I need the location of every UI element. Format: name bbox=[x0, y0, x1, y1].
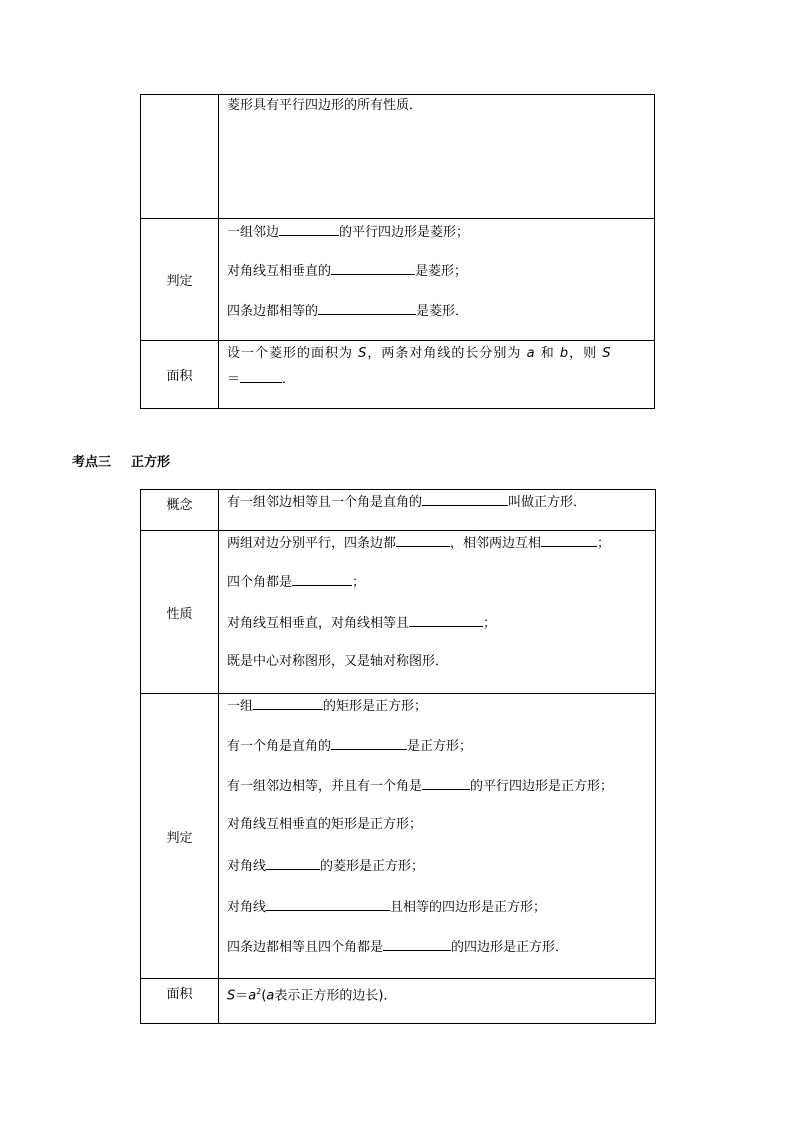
rhombus-area-cell bbox=[219, 341, 655, 409]
square-judge-line-3: 有一组邻边相等，并且有一个角是 的平行四边形是正方形； bbox=[227, 776, 613, 796]
rhombus-property-cell bbox=[219, 95, 655, 219]
answer-blank[interactable] bbox=[422, 492, 508, 506]
answer-blank[interactable] bbox=[266, 856, 320, 870]
square-area-label: 面积 bbox=[141, 979, 219, 1024]
rhombus-property-label-cell bbox=[141, 95, 219, 219]
rhombus-area-line-2: ＝ ． bbox=[227, 369, 295, 389]
square-area-cell bbox=[219, 979, 656, 1024]
square-judge-line-7: 四条边都相等且四个角都是 的四边形是正方形． bbox=[227, 937, 568, 957]
square-prop-line-1: 两组对边分别平行，四条边都 ，相邻两边互相 ； bbox=[227, 533, 610, 553]
section-title: 正方形 bbox=[131, 455, 171, 470]
answer-blank[interactable] bbox=[253, 696, 323, 710]
rhombus-judge-cell bbox=[219, 219, 655, 341]
answer-blank[interactable] bbox=[318, 301, 416, 315]
rhombus-area-line-1: 设一个菱形的面积为 S，两条对角线的长分别为 a 和 b，则 S bbox=[227, 346, 612, 361]
rhombus-judge-line-3: 四条边都相等的 是菱形． bbox=[227, 301, 468, 321]
square-judge-line-1: 一组 的矩形是正方形； bbox=[227, 696, 427, 716]
answer-blank[interactable] bbox=[240, 369, 282, 383]
square-concept-line: 有一组邻边相等且一个角是直角的 叫做正方形． bbox=[227, 492, 586, 512]
answer-blank[interactable] bbox=[292, 572, 352, 586]
answer-blank[interactable] bbox=[409, 613, 483, 627]
answer-blank[interactable] bbox=[383, 937, 451, 951]
square-concept-cell bbox=[219, 490, 656, 531]
rhombus-judge-line-1: 一组邻边 的平行四边形是菱形； bbox=[227, 222, 469, 242]
rhombus-judge-label: 判定 bbox=[141, 219, 219, 341]
square-prop-line-2: 四个角都是 ； bbox=[227, 572, 365, 592]
answer-blank[interactable] bbox=[279, 222, 339, 236]
square-prop-line-4: 既是中心对称图形，又是轴对称图形． bbox=[227, 654, 449, 669]
square-area-formula: $S=a^2(a$表示正方形的边长)． bbox=[227, 987, 397, 1004]
answer-blank[interactable] bbox=[331, 261, 415, 275]
square-judge-line-2: 有一个角是直角的 是正方形； bbox=[227, 736, 472, 756]
rhombus-judge-line-2: 对角线互相垂直的 是菱形； bbox=[227, 261, 467, 281]
square-property-label: 性质 bbox=[141, 531, 219, 694]
answer-blank[interactable] bbox=[331, 736, 407, 750]
square-concept-label: 概念 bbox=[141, 490, 219, 531]
square-judge-label: 判定 bbox=[141, 694, 219, 979]
answer-blank[interactable] bbox=[422, 776, 470, 790]
answer-blank[interactable] bbox=[266, 897, 390, 911]
square-judge-line-6: 对角线 且相等的四边形是正方形； bbox=[227, 897, 546, 917]
section-number: 考点三 bbox=[72, 455, 112, 470]
square-table bbox=[140, 489, 656, 1024]
rhombus-property-text: 菱形具有平行四边形的所有性质． bbox=[227, 98, 423, 113]
square-judge-cell bbox=[219, 694, 656, 979]
answer-blank[interactable] bbox=[541, 533, 597, 547]
rhombus-area-label: 面积 bbox=[141, 341, 219, 409]
square-property-cell bbox=[219, 531, 656, 694]
answer-blank[interactable] bbox=[396, 533, 450, 547]
section-heading bbox=[72, 451, 170, 470]
square-judge-line-5: 对角线 的菱形是正方形； bbox=[227, 856, 424, 876]
square-judge-line-4: 对角线互相垂直的矩形是正方形； bbox=[227, 817, 423, 832]
square-prop-line-3: 对角线互相垂直，对角线相等且 ； bbox=[227, 613, 496, 633]
rhombus-table bbox=[140, 94, 655, 409]
